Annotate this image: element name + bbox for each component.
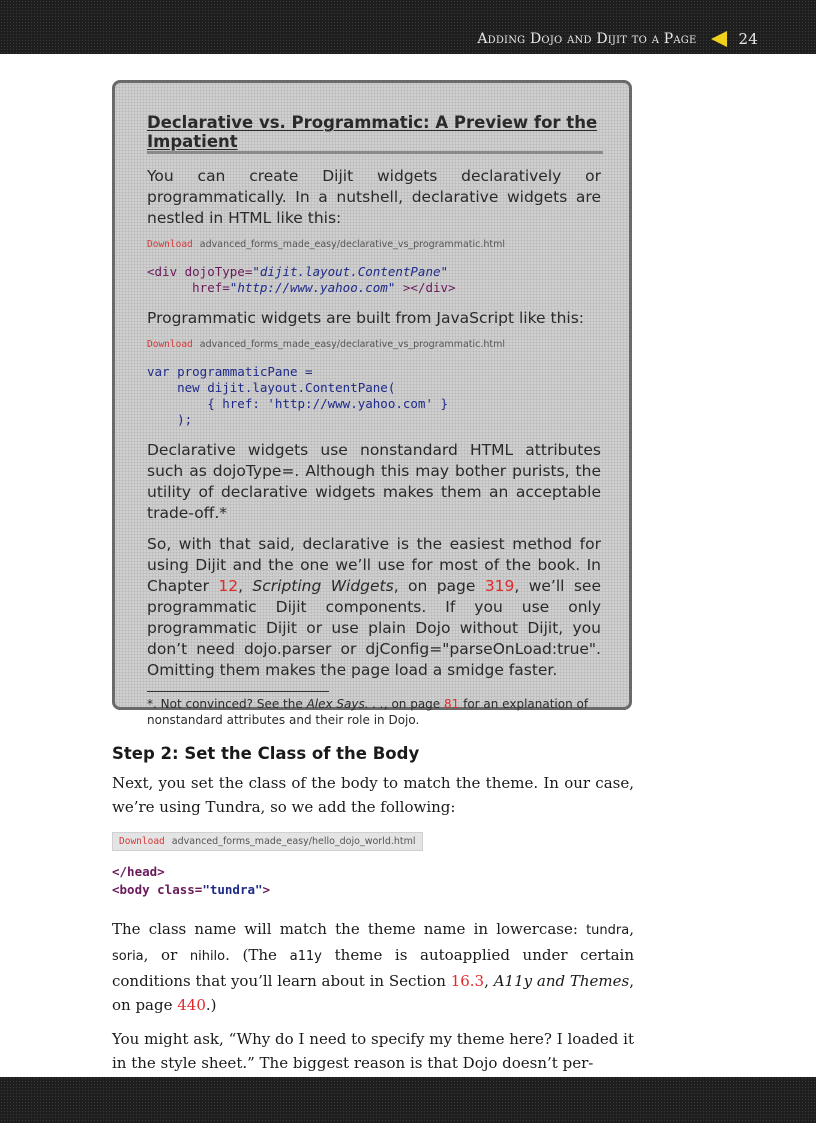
main-content <box>112 744 634 1085</box>
body-paragraph-3: You might ask, “Why do I need to specify my theme here? I loaded it in the style sheet.” The biggest reason is that Dojo doesn’t per- <box>112 1030 634 1072</box>
sidebar-paragraph-2: Programmatic widgets are built from JavaScript like this: <box>147 309 585 327</box>
section-link[interactable]: 16.3 <box>450 972 485 990</box>
body-paragraph-2: The class name will match the theme name in lowercase: tundra, soria, or nihilo. (The a11y theme is autoapplied under certain conditions that you’ll learn about in Section 16.3, A11y and Themes, on page 440.) <box>112 920 634 1014</box>
footnote-rule <box>147 691 329 692</box>
sidebar-paragraph-1: You can create Dijit widgets declaratively or programmatically. In a nutshell, declarative widgets are nestled in HTML like this: <box>147 167 601 227</box>
download-path: advanced_forms_made_easy/hello_dojo_world.html <box>171 836 416 847</box>
page-number: 24 <box>738 30 758 48</box>
sidebar-box <box>112 80 632 727</box>
page-link[interactable]: 440 <box>177 996 206 1014</box>
body-paragraph-1: Next, you set the class of the body to match the theme. In our case, we’re using Tundra, so we add the following: <box>112 774 634 816</box>
sidebar-title: Declarative vs. Programmatic: A Preview for the Impatient <box>147 113 603 154</box>
page-link[interactable]: 81 <box>444 697 460 711</box>
footnote: *. Not convinced? See the Alex Says. . ., on page 81 for an explanation of nonstandard attributes and their role in Dojo. <box>147 697 589 727</box>
download-path: advanced_forms_made_easy/declarative_vs_programmatic.html <box>199 339 506 350</box>
code-declarative: <div dojoType="dijit.layout.ContentPane" href="http://www.yahoo.com" ></div> <box>147 264 456 295</box>
page-link[interactable]: 319 <box>484 577 515 595</box>
download-line-3 <box>112 832 423 851</box>
download-link[interactable]: Download <box>119 836 165 847</box>
running-head <box>477 30 758 48</box>
sidebar-paragraph-3: Declarative widgets use nonstandard HTML attributes such as dojoType=. Although this may bother purists, the utility of declarative widgets makes them an acceptable trade-off.* <box>147 441 601 522</box>
download-line-1 <box>147 239 601 250</box>
back-arrow-icon[interactable] <box>711 31 727 47</box>
footer-bar <box>0 1077 816 1123</box>
chapter-link[interactable]: 12 <box>218 577 239 595</box>
download-path: advanced_forms_made_easy/declarative_vs_programmatic.html <box>199 239 506 250</box>
download-link[interactable]: Download <box>147 239 193 250</box>
code-programmatic: var programmaticPane = new dijit.layout.ContentPane( { href: 'http://www.yahoo.com' } ); <box>147 364 449 427</box>
running-title: Adding Dojo and Dijit to a Page <box>477 31 697 47</box>
step-heading: Step 2: Set the Class of the Body <box>112 744 420 763</box>
download-link[interactable]: Download <box>147 339 193 350</box>
sidebar-paragraph-4: So, with that said, declarative is the easiest method for using Dijit and the one we’ll use for most of the book. In Chapter 12, Scripting Widgets, on page 319, we’ll see programmatic Dijit components. If you use only programmatic Dijit or use plain Dojo without Dijit, you don’t need dojo.parser or djConfig="parseOnLoad:true". Omitting them makes the page load a smidge faster. <box>147 535 601 679</box>
code-body-class: </head> <body class="tundra"> <box>112 864 271 897</box>
download-line-2 <box>147 339 601 350</box>
